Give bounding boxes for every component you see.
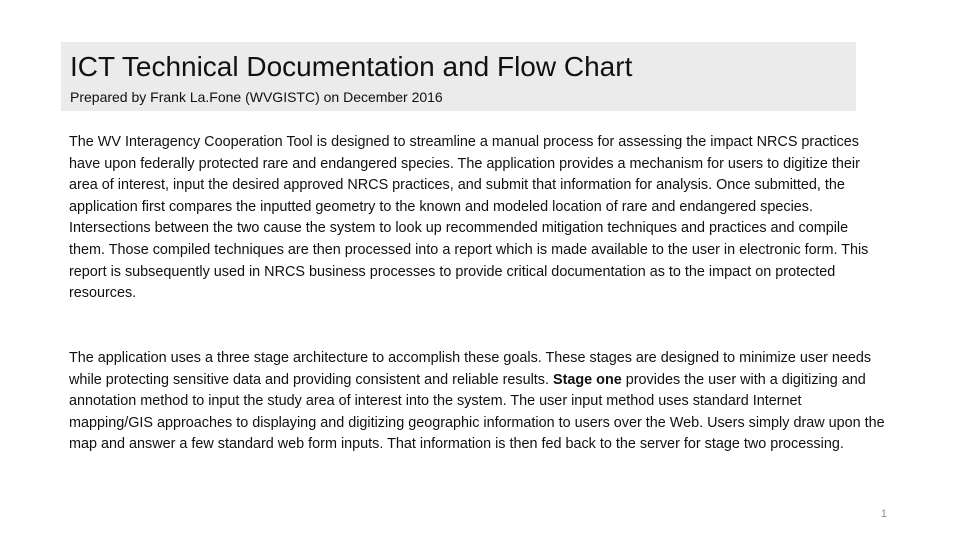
paragraph-architecture — [69, 348, 887, 456]
page-title: ICT Technical Documentation and Flow Chart — [70, 51, 633, 82]
stage-one-label: Stage one — [552, 371, 622, 388]
paragraph-overview: The WV Interagency Cooperation Tool is designed to streamline a manual process for assessing the impact NRCS practices have upon federally protected rare and endangered species. The application provides a mechanism for users to digitize their area of interest, input the desired approved NRCS practices, and submit that information for analysis. Once submitted, the application first compares the inputted geometry to the known and modeled location of rare and endangered species. Intersections between the two cause the system to look up recommended mitigation techniques and practices and compile them. Those compiled techniques are then processed into a report which is made available to the user in electronic form. This report is subsequently used in NRCS business processes to provide critical documentation as to the impact on protected resources. — [69, 134, 869, 302]
title-banner — [61, 42, 856, 111]
paragraph-architecture-text-2: provides the user with a digitizing and annotation method to input the study area of interest into the system. The user input method uses standard Internet mapping/GIS approaches to displaying and digitizing geographic information to users over the Web. Users simply draw upon the map and answer a few standard web form inputs. That information is then fed back to the server for stage two processing. — [69, 371, 885, 453]
paragraph-architecture-text-1: The application uses a three stage architecture to accomplish these goals. These stages are designed to minimize user needs while protecting sensitive data and providing consistent and reliable results. — [69, 350, 872, 388]
page-subtitle: Prepared by Frank La.Fone (WVGISTC) on December 2016 — [70, 89, 443, 105]
page-number: 1 — [880, 508, 887, 520]
